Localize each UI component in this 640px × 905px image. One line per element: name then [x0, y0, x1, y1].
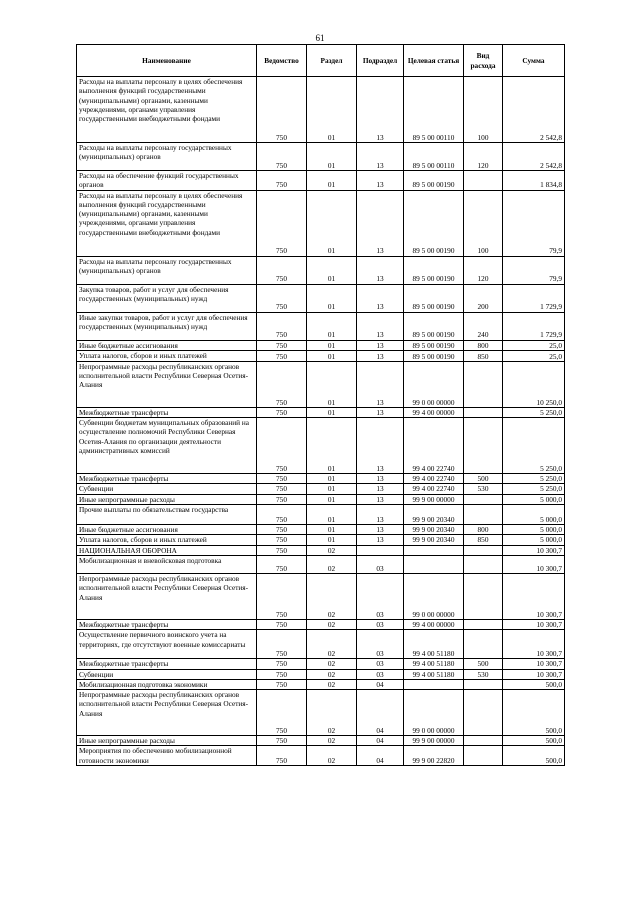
cell-target: 89 5 00 00190 [404, 256, 464, 284]
cell-target: 99 0 00 00000 [404, 573, 464, 619]
cell-department: 750 [257, 256, 307, 284]
cell-department: 750 [257, 312, 307, 340]
cell-sum: 10 300,7 [503, 573, 565, 619]
cell-target: 99 9 00 22820 [404, 746, 464, 766]
cell-sum: 10 300,7 [503, 545, 565, 555]
cell-sum: 25,0 [503, 340, 565, 350]
cell-section: 02 [307, 619, 357, 629]
cell-type: 530 [464, 669, 503, 679]
cell-section: 01 [307, 525, 357, 535]
table-row [77, 630, 565, 659]
header-name: Наименование [77, 45, 257, 77]
cell-name: Мобилизационная подготовка экономики [77, 679, 257, 689]
cell-type [464, 361, 503, 407]
cell-type: 500 [464, 474, 503, 484]
cell-sum: 79,9 [503, 256, 565, 284]
cell-section: 01 [307, 361, 357, 407]
cell-name: Субвенции бюджетам муниципальных образований на осуществление полномочий Республики Северная Осетия-Алания по организации деятельности административных комиссий [77, 418, 257, 474]
cell-name: Субвенции [77, 669, 257, 679]
cell-subsection: 04 [357, 746, 404, 766]
cell-sum: 1 834,8 [503, 171, 565, 191]
cell-type: 100 [464, 77, 503, 143]
cell-type [464, 418, 503, 474]
cell-sum: 10 250,0 [503, 361, 565, 407]
cell-department: 750 [257, 171, 307, 191]
cell-type [464, 494, 503, 504]
table-row [77, 619, 565, 629]
cell-type [464, 690, 503, 736]
cell-name: Мобилизационная и вневойсковая подготовка [77, 555, 257, 573]
table-row [77, 545, 565, 555]
cell-section: 01 [307, 77, 357, 143]
cell-section: 01 [307, 350, 357, 361]
header-type: Вид расхода [464, 45, 503, 77]
table-row [77, 143, 565, 171]
cell-department: 750 [257, 190, 307, 256]
cell-subsection: 13 [357, 256, 404, 284]
cell-sum: 79,9 [503, 190, 565, 256]
cell-target: 89 5 00 00110 [404, 143, 464, 171]
cell-name: Непрограммные расходы республиканских органов исполнительной власти Республики Северная Осетия-Алания [77, 573, 257, 619]
cell-target: 99 4 00 22740 [404, 418, 464, 474]
cell-type: 500 [464, 659, 503, 669]
table-row [77, 669, 565, 679]
table-row [77, 525, 565, 535]
cell-name: Непрограммные расходы республиканских органов исполнительной власти Республики Северная Осетия-Алания [77, 361, 257, 407]
cell-type [464, 619, 503, 629]
cell-target: 89 5 00 00190 [404, 190, 464, 256]
cell-section: 01 [307, 143, 357, 171]
table-row [77, 407, 565, 417]
table-row [77, 190, 565, 256]
cell-name: Межбюджетные трансферты [77, 474, 257, 484]
header-sum: Сумма [503, 45, 565, 77]
cell-target: 99 4 00 51180 [404, 630, 464, 659]
cell-department: 750 [257, 619, 307, 629]
cell-section: 02 [307, 573, 357, 619]
table-row [77, 340, 565, 350]
cell-target: 99 4 00 22740 [404, 484, 464, 494]
cell-target: 89 5 00 00190 [404, 284, 464, 312]
table-row [77, 736, 565, 746]
cell-subsection: 03 [357, 669, 404, 679]
table-row [77, 659, 565, 669]
cell-subsection: 13 [357, 525, 404, 535]
cell-name: НАЦИОНАЛЬНАЯ ОБОРОНА [77, 545, 257, 555]
table-row [77, 171, 565, 191]
table-row [77, 256, 565, 284]
cell-department: 750 [257, 284, 307, 312]
cell-subsection: 13 [357, 505, 404, 525]
cell-target: 89 5 00 00110 [404, 77, 464, 143]
cell-type: 850 [464, 350, 503, 361]
cell-department: 750 [257, 350, 307, 361]
cell-type: 240 [464, 312, 503, 340]
cell-sum: 5 250,0 [503, 474, 565, 484]
cell-type [464, 746, 503, 766]
header-subsection: Подраздел [357, 45, 404, 77]
cell-name: Межбюджетные трансферты [77, 659, 257, 669]
cell-department: 750 [257, 746, 307, 766]
cell-sum: 5 000,0 [503, 535, 565, 545]
cell-sum: 10 300,7 [503, 555, 565, 573]
cell-department: 750 [257, 555, 307, 573]
table-row [77, 573, 565, 619]
cell-sum: 1 729,9 [503, 284, 565, 312]
cell-type: 100 [464, 190, 503, 256]
header-target: Целевая статья [404, 45, 464, 77]
table-row [77, 535, 565, 545]
cell-subsection: 13 [357, 284, 404, 312]
cell-sum: 10 300,7 [503, 659, 565, 669]
cell-sum: 500,0 [503, 690, 565, 736]
cell-subsection: 13 [357, 171, 404, 191]
cell-sum: 10 300,7 [503, 669, 565, 679]
page-number: 61 [315, 33, 325, 43]
cell-type: 120 [464, 143, 503, 171]
table-row [77, 555, 565, 573]
cell-name: Расходы на обеспечение функций государственных органов [77, 171, 257, 191]
cell-department: 750 [257, 535, 307, 545]
cell-sum: 500,0 [503, 746, 565, 766]
cell-subsection: 13 [357, 535, 404, 545]
cell-department: 750 [257, 484, 307, 494]
cell-target: 99 9 00 20340 [404, 525, 464, 535]
cell-section: 02 [307, 555, 357, 573]
cell-name: Субвенции [77, 484, 257, 494]
cell-name: Иные бюджетные ассигнования [77, 340, 257, 350]
cell-type [464, 171, 503, 191]
budget-table [76, 44, 565, 766]
cell-target: 99 4 00 00000 [404, 619, 464, 629]
cell-type [464, 505, 503, 525]
cell-sum: 5 250,0 [503, 407, 565, 417]
cell-department: 750 [257, 474, 307, 484]
header-section: Раздел [307, 45, 357, 77]
cell-target: 99 4 00 22740 [404, 474, 464, 484]
table-row [77, 484, 565, 494]
cell-target [404, 679, 464, 689]
cell-type [464, 545, 503, 555]
cell-sum: 5 250,0 [503, 484, 565, 494]
cell-name: Мероприятия по обеспечению мобилизационной готовности экономики [77, 746, 257, 766]
cell-department: 750 [257, 418, 307, 474]
cell-type [464, 573, 503, 619]
cell-subsection: 03 [357, 630, 404, 659]
cell-name: Иные закупки товаров, работ и услуг для обеспечения государственных (муниципальных) нужд [77, 312, 257, 340]
cell-name: Иные непрограммные расходы [77, 494, 257, 504]
cell-type [464, 555, 503, 573]
cell-sum: 5 250,0 [503, 418, 565, 474]
cell-department: 750 [257, 659, 307, 669]
cell-target: 89 5 00 00190 [404, 350, 464, 361]
cell-name: Закупка товаров, работ и услуг для обеспечения государственных (муниципальных) нужд [77, 284, 257, 312]
cell-department: 750 [257, 505, 307, 525]
cell-target: 99 9 00 00000 [404, 736, 464, 746]
cell-department: 750 [257, 340, 307, 350]
cell-sum: 500,0 [503, 736, 565, 746]
table-row [77, 746, 565, 766]
cell-name: Уплата налогов, сборов и иных платежей [77, 350, 257, 361]
cell-name: Расходы на выплаты персоналу государственных (муниципальных) органов [77, 143, 257, 171]
cell-section: 01 [307, 284, 357, 312]
cell-subsection: 04 [357, 690, 404, 736]
table-header-row [77, 45, 565, 77]
cell-target: 89 5 00 00190 [404, 312, 464, 340]
cell-department: 750 [257, 361, 307, 407]
cell-department: 750 [257, 573, 307, 619]
cell-subsection: 13 [357, 312, 404, 340]
cell-section: 02 [307, 736, 357, 746]
cell-name: Уплата налогов, сборов и иных платежей [77, 535, 257, 545]
cell-subsection: 03 [357, 619, 404, 629]
cell-type: 850 [464, 535, 503, 545]
cell-name: Межбюджетные трансферты [77, 407, 257, 417]
cell-section: 02 [307, 630, 357, 659]
cell-sum: 2 542,8 [503, 143, 565, 171]
cell-subsection: 03 [357, 659, 404, 669]
cell-department: 750 [257, 77, 307, 143]
cell-subsection [357, 545, 404, 555]
cell-department: 750 [257, 669, 307, 679]
cell-sum: 5 000,0 [503, 505, 565, 525]
cell-target: 99 4 00 00000 [404, 407, 464, 417]
cell-name: Прочие выплаты по обязательствам государства [77, 505, 257, 525]
cell-target [404, 545, 464, 555]
cell-name: Расходы на выплаты персоналу в целях обеспечения выполнения функций государственными (муниципальными) органами, казенными учреждениями, органами управления государственными внебюджетными фондами [77, 190, 257, 256]
cell-name: Непрограммные расходы республиканских органов исполнительной власти Республики Северная Осетия-Алания [77, 690, 257, 736]
cell-sum: 5 000,0 [503, 525, 565, 535]
table-row [77, 284, 565, 312]
cell-sum: 25,0 [503, 350, 565, 361]
cell-subsection: 13 [357, 494, 404, 504]
cell-type [464, 630, 503, 659]
cell-type: 800 [464, 340, 503, 350]
cell-section: 01 [307, 171, 357, 191]
cell-type [464, 407, 503, 417]
cell-subsection: 13 [357, 484, 404, 494]
cell-subsection: 04 [357, 679, 404, 689]
cell-subsection: 13 [357, 361, 404, 407]
cell-subsection: 04 [357, 736, 404, 746]
cell-department: 750 [257, 679, 307, 689]
table-row [77, 312, 565, 340]
cell-target: 99 4 00 51180 [404, 659, 464, 669]
cell-target: 99 0 00 00000 [404, 361, 464, 407]
cell-section: 01 [307, 474, 357, 484]
cell-name: Расходы на выплаты персоналу государственных (муниципальных) органов [77, 256, 257, 284]
cell-section: 01 [307, 312, 357, 340]
cell-sum: 5 000,0 [503, 494, 565, 504]
header-department: Ведомство [257, 45, 307, 77]
cell-department: 750 [257, 736, 307, 746]
cell-subsection: 03 [357, 573, 404, 619]
cell-type: 120 [464, 256, 503, 284]
cell-subsection: 13 [357, 77, 404, 143]
cell-section: 02 [307, 690, 357, 736]
cell-section: 02 [307, 545, 357, 555]
cell-type: 200 [464, 284, 503, 312]
cell-section: 01 [307, 494, 357, 504]
cell-sum: 10 300,7 [503, 619, 565, 629]
cell-section: 01 [307, 418, 357, 474]
cell-subsection: 13 [357, 407, 404, 417]
cell-sum: 10 300,7 [503, 630, 565, 659]
cell-section: 01 [307, 505, 357, 525]
cell-section: 01 [307, 535, 357, 545]
cell-name: Иные непрограммные расходы [77, 736, 257, 746]
cell-subsection: 13 [357, 143, 404, 171]
cell-department: 750 [257, 630, 307, 659]
cell-department: 750 [257, 690, 307, 736]
table-row [77, 679, 565, 689]
cell-department: 750 [257, 407, 307, 417]
table-row [77, 505, 565, 525]
cell-name: Осуществление первичного воинского учета на территориях, где отсутствуют военные комиссариаты [77, 630, 257, 659]
cell-section: 01 [307, 190, 357, 256]
cell-section: 02 [307, 659, 357, 669]
cell-subsection: 03 [357, 555, 404, 573]
cell-subsection: 13 [357, 340, 404, 350]
cell-target [404, 555, 464, 573]
table-row [77, 418, 565, 474]
cell-department: 750 [257, 525, 307, 535]
cell-sum: 1 729,9 [503, 312, 565, 340]
cell-section: 02 [307, 679, 357, 689]
cell-target: 99 9 00 20340 [404, 535, 464, 545]
cell-type: 530 [464, 484, 503, 494]
cell-target: 99 9 00 20340 [404, 505, 464, 525]
cell-target: 89 5 00 00190 [404, 340, 464, 350]
cell-section: 01 [307, 256, 357, 284]
cell-subsection: 13 [357, 350, 404, 361]
cell-section: 01 [307, 484, 357, 494]
cell-name: Иные бюджетные ассигнования [77, 525, 257, 535]
table-row [77, 77, 565, 143]
cell-subsection: 13 [357, 190, 404, 256]
cell-section: 02 [307, 746, 357, 766]
cell-department: 750 [257, 143, 307, 171]
cell-section: 02 [307, 669, 357, 679]
cell-target: 99 0 00 00000 [404, 690, 464, 736]
cell-section: 01 [307, 407, 357, 417]
cell-sum: 500,0 [503, 679, 565, 689]
cell-target: 99 9 00 00000 [404, 494, 464, 504]
cell-type [464, 679, 503, 689]
cell-target: 89 5 00 00190 [404, 171, 464, 191]
cell-sum: 2 542,8 [503, 77, 565, 143]
cell-subsection: 13 [357, 418, 404, 474]
cell-section: 01 [307, 340, 357, 350]
table-row [77, 350, 565, 361]
cell-department: 750 [257, 494, 307, 504]
table-row [77, 690, 565, 736]
cell-type [464, 736, 503, 746]
cell-type: 800 [464, 525, 503, 535]
table-row [77, 474, 565, 484]
cell-target: 99 4 00 51180 [404, 669, 464, 679]
cell-name: Межбюджетные трансферты [77, 619, 257, 629]
table-row [77, 361, 565, 407]
table-body [77, 77, 565, 766]
cell-department: 750 [257, 545, 307, 555]
table-row [77, 494, 565, 504]
cell-name: Расходы на выплаты персоналу в целях обеспечения выполнения функций государственными (муниципальными) органами, казенными учреждениями, органами управления государственными внебюджетными фондами [77, 77, 257, 143]
cell-subsection: 13 [357, 474, 404, 484]
